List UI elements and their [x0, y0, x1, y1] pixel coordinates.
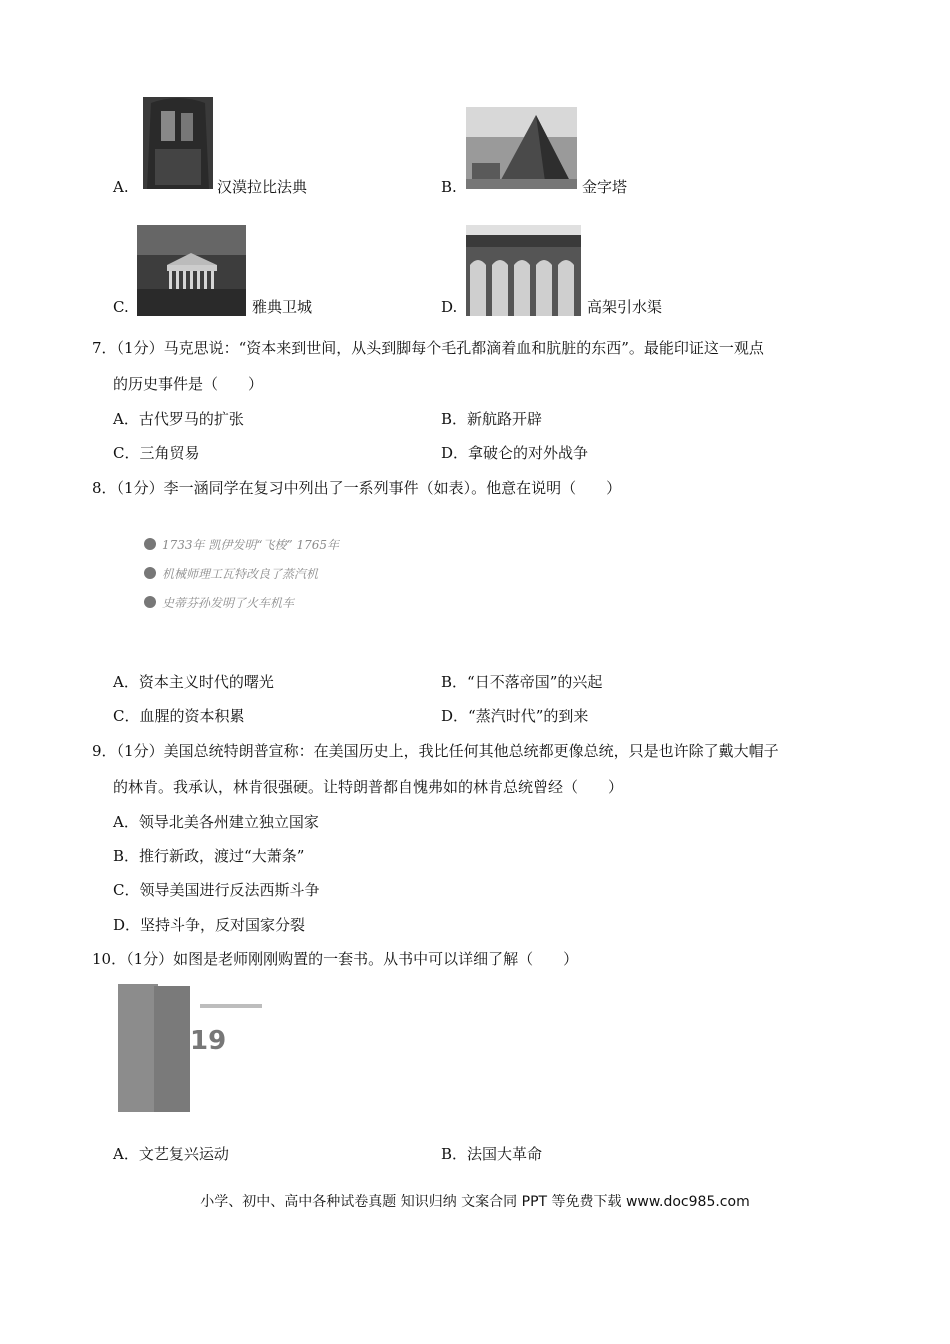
q9-option-b: B．推行新政，渡过“大萧条”: [113, 847, 305, 865]
aqueduct-image: [466, 225, 581, 316]
q7-option-c: C．三角贸易: [113, 444, 200, 462]
q7-option-b: B．新航路开辟: [441, 410, 543, 428]
q8-event-table: [140, 510, 500, 635]
q7-option-d: D．拿破仑的对外战争: [441, 444, 589, 462]
q8-table-row-1: 1733年 凯伊发明“飞梭” 1765年: [162, 538, 339, 552]
pyramid-image: [466, 107, 577, 189]
q6-option-b-caption: 金字塔: [582, 178, 628, 196]
q6-option-c-caption: 雅典卫城: [252, 298, 313, 316]
q10-option-a: A．文艺复兴运动: [113, 1145, 229, 1163]
q6-option-d-letter: D.: [441, 298, 458, 316]
q8-option-b: B．“日不落帝国”的兴起: [441, 673, 603, 691]
q6-option-d-caption: 高架引水渠: [587, 298, 663, 316]
q7-stem-line2: 的历史事件是（ ）: [113, 375, 264, 393]
q9-option-c: C．领导美国进行反法西斯斗争: [113, 881, 320, 899]
book-title-strip: [200, 1004, 262, 1008]
q6-option-a-caption: 汉漠拉比法典: [217, 178, 308, 196]
bullet-icon: [144, 596, 156, 608]
q9-option-d: D．坚持斗争，反对国家分裂: [113, 916, 306, 934]
book-spine-1: [118, 984, 158, 1112]
book-spine-2: [154, 986, 190, 1112]
q8-table-row-2: 机械师理工瓦特改良了蒸汽机: [162, 567, 319, 581]
q6-option-c-letter: C.: [113, 298, 129, 316]
q8-option-d: D．“蒸汽时代”的到来: [441, 707, 589, 725]
q8-option-a: A．资本主义时代的曙光: [113, 673, 274, 691]
bullet-icon: [144, 567, 156, 579]
q7-stem-line1: 7．（1分）马克思说：“资本来到世间，从头到脚每个毛孔都滴着血和肮脏的东西”。最能印证这一观点: [92, 339, 764, 357]
acropolis-image: [137, 225, 246, 316]
q8-option-c: C．血腥的资本积累: [113, 707, 245, 725]
q9-option-a: A．领导北美各州建立独立国家: [113, 813, 319, 831]
q10-option-b: B．法国大革命: [441, 1145, 543, 1163]
q10-stem: 10．（1分）如图是老师刚刚购置的一套书。从书中可以详细了解（ ）: [92, 950, 579, 968]
q7-option-a: A．古代罗马的扩张: [113, 410, 244, 428]
page-footer: 小学、初中、高中各种试卷真题 知识归纳 文案合同 PPT 等免费下载 www.doc985.com: [200, 1194, 750, 1210]
q9-stem-line1: 9．（1分）美国总统特朗普宣称：在美国历史上，我比任何其他总统都更像总统，只是也许除了戴大帽子: [92, 742, 779, 760]
bullet-icon: [144, 538, 156, 550]
hammurabi-code-image: [143, 97, 213, 189]
q6-option-b-letter: B.: [441, 178, 457, 196]
q8-stem: 8．（1分）李一涵同学在复习中列出了一系列事件（如表）。他意在说明（ ）: [92, 479, 622, 497]
book-cover-number: 19: [190, 1026, 227, 1056]
q9-stem-line2: 的林肯。我承认，林肯很强硬。让特朗普都自愧弗如的林肯总统曾经（ ）: [113, 778, 624, 796]
q8-table-row-3: 史蒂芬孙发明了火车机车: [162, 596, 295, 610]
q10-book-set-image: [114, 982, 264, 1114]
q6-option-a-letter: A.: [113, 178, 129, 196]
